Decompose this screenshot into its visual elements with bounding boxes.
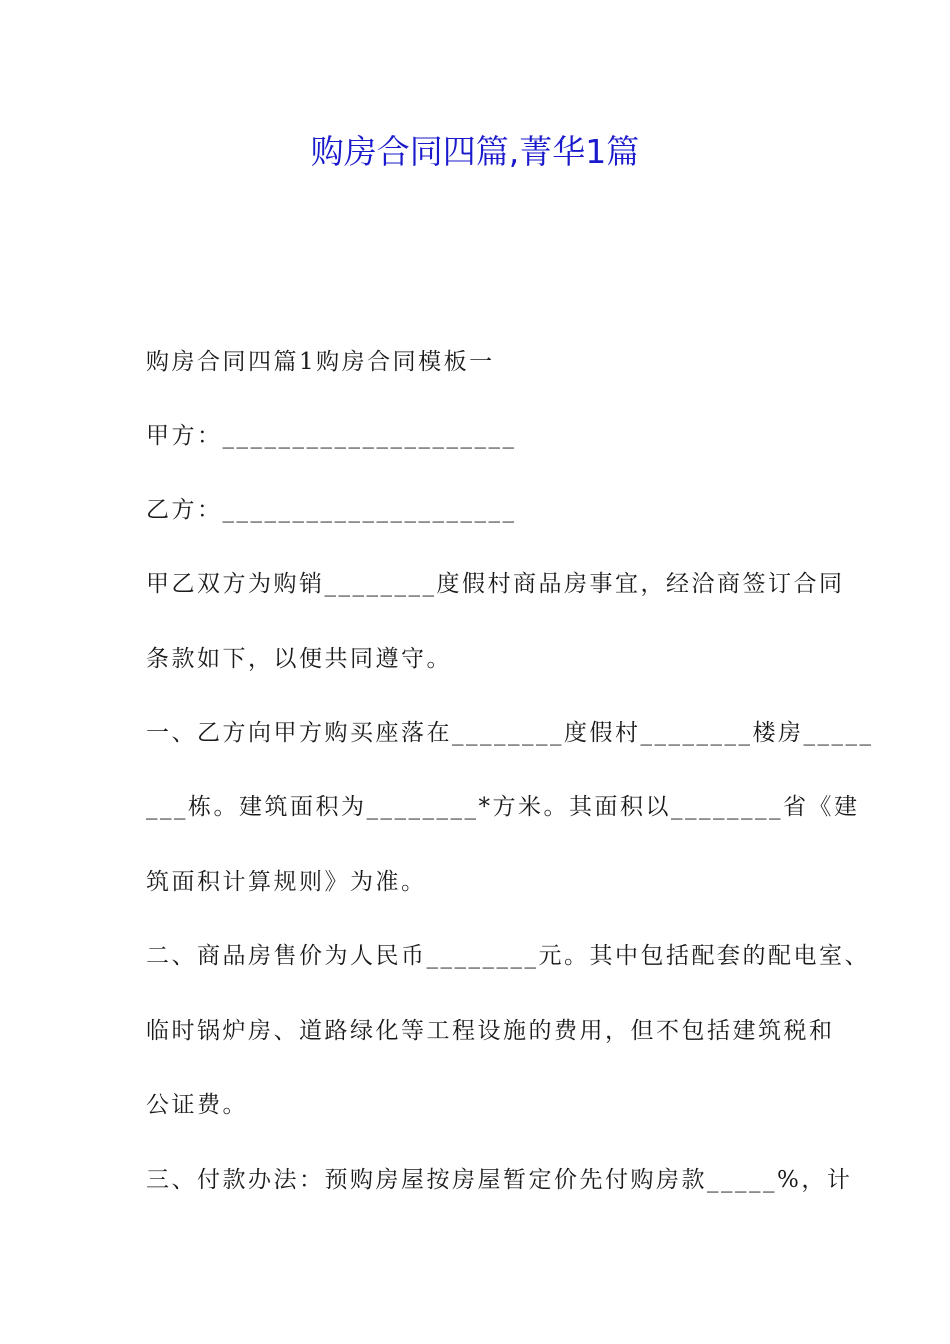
body-line: ___栋。建筑面积为________*方米。其面积以________省《建 [146, 794, 860, 820]
heading-line: 购房合同四篇1购房合同模板一 [146, 349, 495, 375]
body-line: 条款如下，以便共同遵守。 [146, 646, 452, 672]
body-line: 临时锅炉房、道路绿化等工程设施的费用，但不包括建筑税和 [146, 1018, 835, 1044]
body-line: 公证费。 [146, 1092, 248, 1118]
party-b-line: 乙方：_____________________ [146, 497, 517, 523]
party-a-line: 甲方：_____________________ [146, 423, 517, 449]
body-line: 二、商品房售价为人民币________元。其中包括配套的配电室、 [146, 943, 870, 969]
body-line: 甲乙双方为购销________度假村商品房事宜，经洽商签订合同 [146, 571, 845, 597]
body-line: 三、付款办法：预购房屋按房屋暂定价先付购房款_____%，计 [146, 1167, 853, 1193]
body-line: 筑面积计算规则》为准。 [146, 869, 427, 895]
document-title: 购房合同四篇,菁华1篇 [310, 132, 640, 171]
body-line: 一、乙方向甲方购买座落在________度假村________楼房_____ [146, 720, 874, 746]
